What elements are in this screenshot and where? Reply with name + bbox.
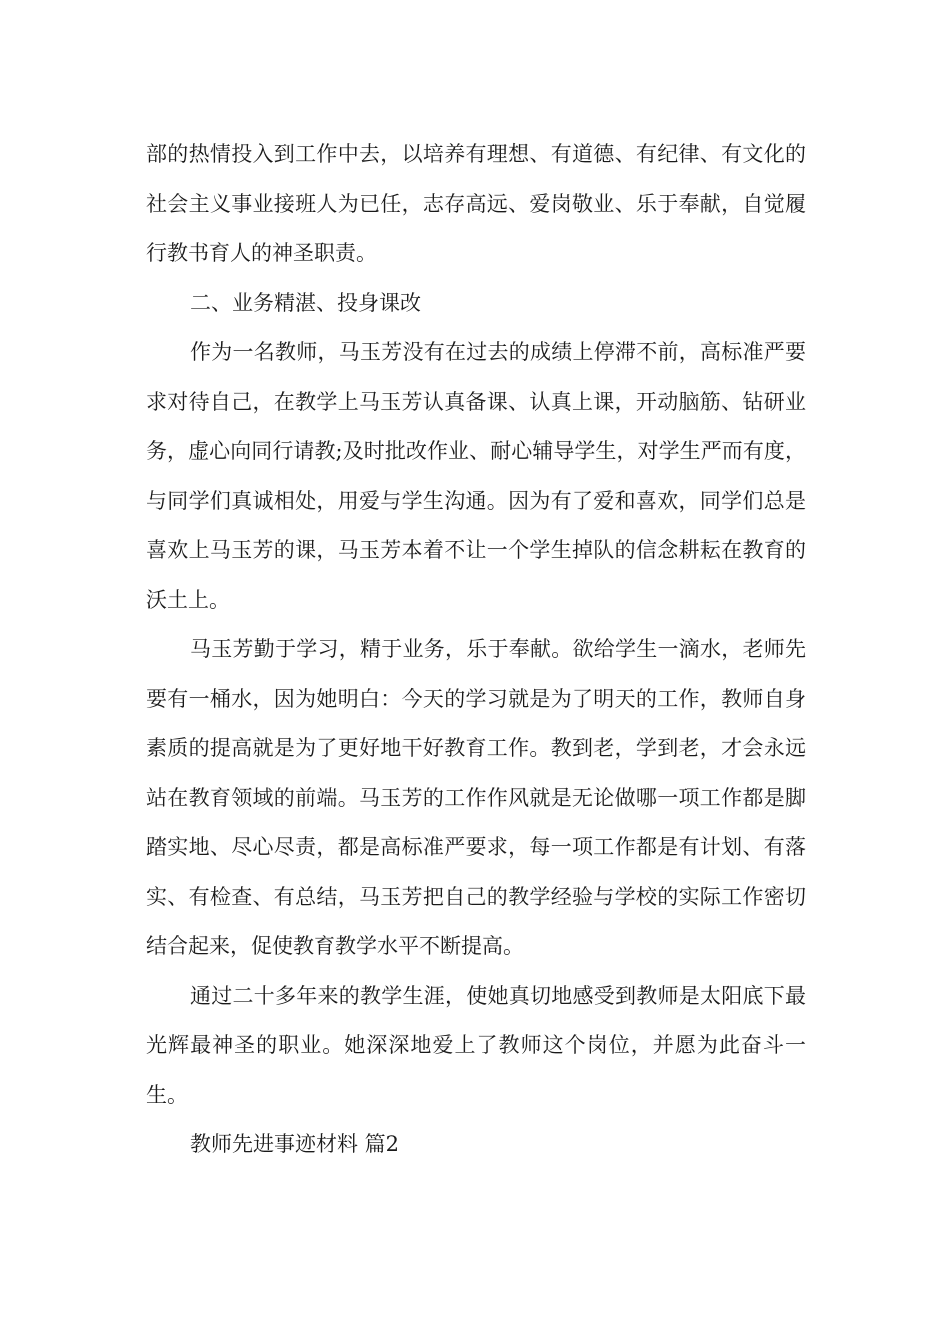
article-title: 教师先进事迹材料 篇2: [190, 1132, 400, 1156]
document-page: [146, 130, 806, 1170]
section-heading: 二、业务精湛、投身课改: [190, 290, 421, 315]
paragraph-career: 通过二十多年来的教学生涯，使她真切地感受到教师是太阳底下最光辉最神圣的职业。她深深地爱上了教师这个岗位，并愿为此奋斗一生。: [146, 983, 806, 1107]
paragraph-teaching: 作为一名教师，马玉芳没有在过去的成绩上停滞不前，高标准严要求对待自己，在教学上马玉芳认真备课、认真上课，开动脑筋、钻研业务，虚心向同行请教;及时批改作业、耐心辅导学生，对学生严而有度，与同学们真诚相处，用爱与学生沟通。因为有了爱和喜欢，同学们总是喜欢上马玉芳的课，马玉芳本着不让一个学生掉队的信念耕耘在教育的沃土上。: [146, 340, 806, 612]
paragraph-continuation: 部的热情投入到工作中去，以培养有理想、有道德、有纪律、有文化的社会主义事业接班人为已任，志存高远、爱岗敬业、乐于奉献，自觉履行教书育人的神圣职责。: [146, 142, 806, 265]
paragraph-learning: 马玉芳勤于学习，精于业务，乐于奉献。欲给学生一滴水，老师先要有一桶水，因为她明白：今天的学习就是为了明天的工作，教师自身素质的提高就是为了更好地干好教育工作。教到老，学到老，才会永远站在教育领域的前端。马玉芳的工作作风就是无论做哪一项工作都是脚踏实地、尽心尽责，都是高标准严要求，每一项工作都是有计划、有落实、有检查、有总结，马玉芳把自己的教学经验与学校的实际工作密切结合起来，促使教育教学水平不断提高。: [146, 637, 806, 958]
